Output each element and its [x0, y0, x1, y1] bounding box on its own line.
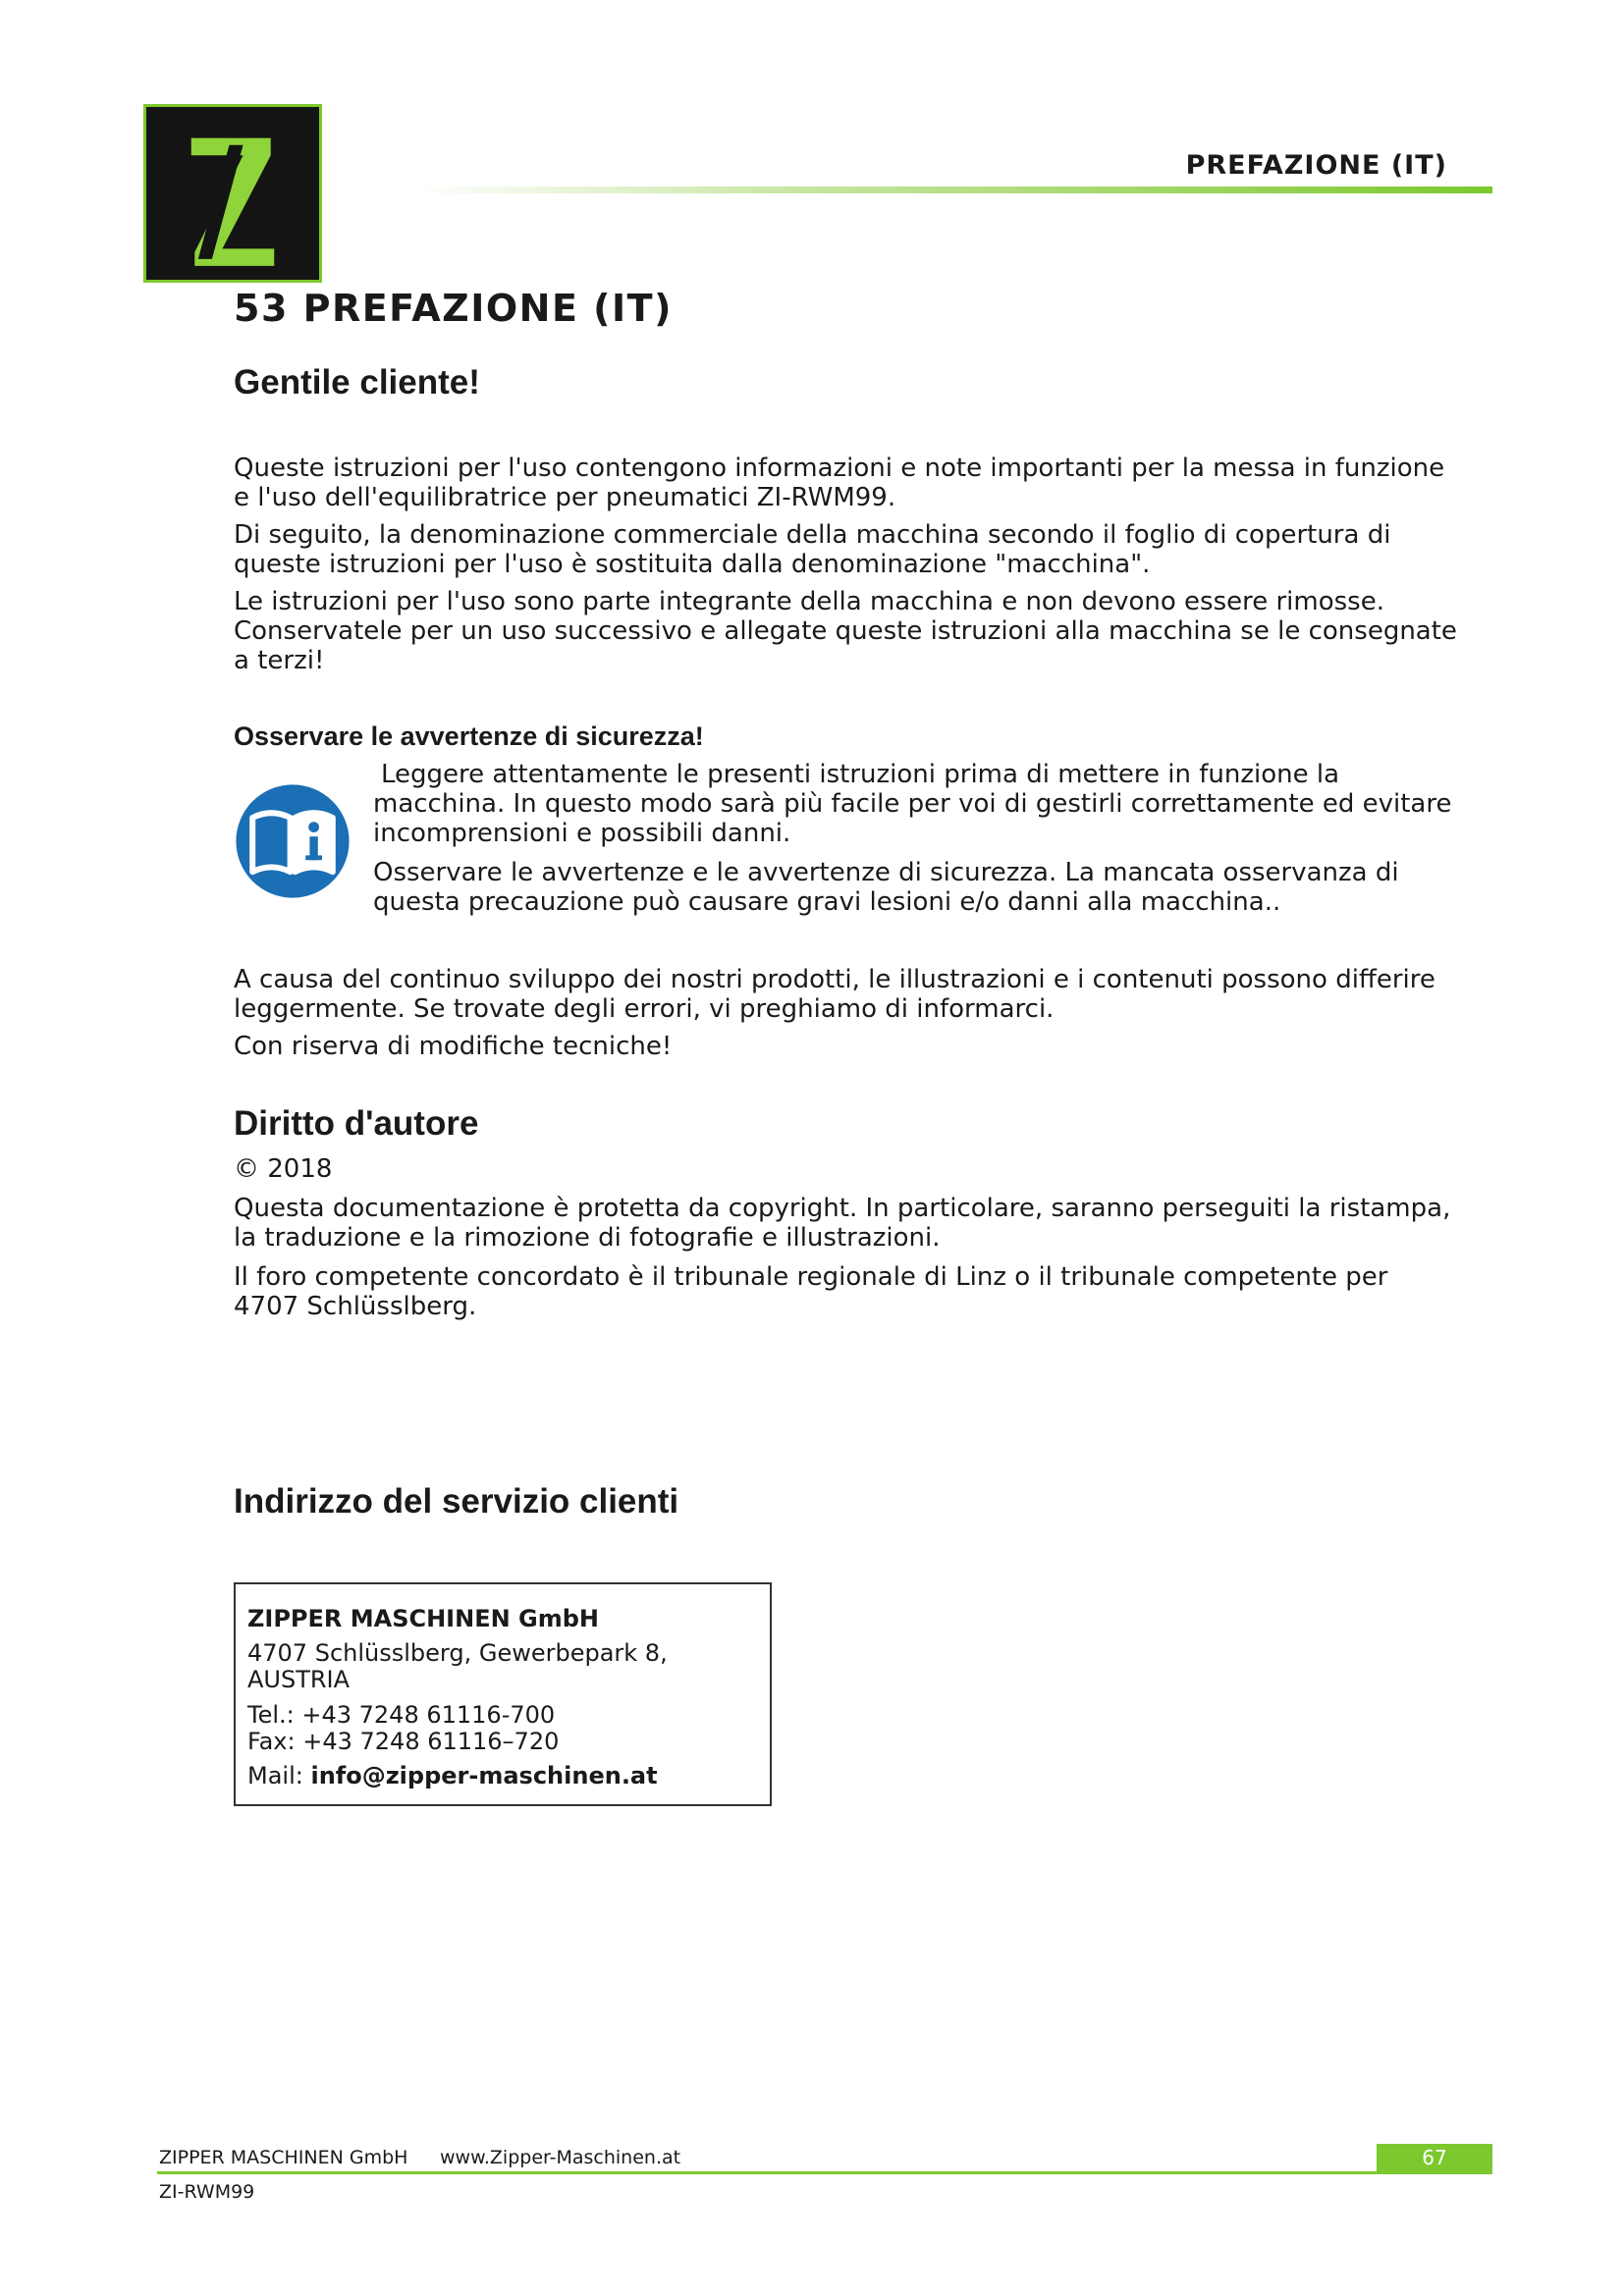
chapter-title: 53 PREFAZIONE (IT) [234, 287, 673, 330]
safety-paragraph-1: Leggere attentamente le presenti istruzioni prima di mettere in funzione la macchina. In questo modo sarà più facile per voi di gestirli correttamente ed evitare incomprensioni e possibili danni. [373, 760, 1452, 848]
footer-page-number: 67 [1377, 2144, 1492, 2171]
header-rule [412, 187, 1492, 193]
service-fax: Fax: +43 7248 61116–720 [247, 1728, 560, 1755]
intro-paragraph-1: Queste istruzioni per l'uso contengono informazioni e note importanti per la messa in funzione e l'uso dell'equilibratrice per pneumatici ZI-RWM99. [234, 454, 1445, 512]
z-logo-icon [146, 107, 319, 280]
copyright-heading: Diritto d'autore [234, 1104, 479, 1143]
service-address-box [234, 1582, 772, 1806]
footer-model: ZI-RWM99 [159, 2181, 255, 2203]
footer-company: ZIPPER MASCHINEN GmbH [159, 2147, 408, 2168]
footer-rule [157, 2171, 1492, 2174]
safety-heading: Osservare le avvertenze di sicurezza! [234, 721, 704, 751]
service-address: 4707 Schlüsslberg, Gewerbepark 8, AUSTRIA [247, 1639, 668, 1693]
intro-paragraph-2: Di seguito, la denominazione commerciale della macchina secondo il foglio di copertura di queste istruzioni per l'uso è sostituita dalla denominazione "macchina". [234, 520, 1391, 579]
copyright-paragraph-1: Questa documentazione è protetta da copyright. In particolare, saranno perseguiti la ristampa, la traduzione e la rimozione di fotografie e illustrazioni. [234, 1194, 1451, 1253]
changes-paragraph-1: A causa del continuo sviluppo dei nostri prodotti, le illustrazioni e i contenuti possono differire leggermente. Se trovate degli errori, vi preghiamo di informarci. [234, 965, 1435, 1024]
zipper-logo [143, 104, 322, 283]
service-mail-line: Mail: info@zipper-maschinen.at [247, 1762, 658, 1789]
footer-website[interactable]: www.Zipper-Maschinen.at [440, 2147, 681, 2168]
service-company: ZIPPER MASCHINEN GmbH [247, 1605, 600, 1632]
service-mail-link[interactable]: info@zipper-maschinen.at [310, 1762, 658, 1789]
copyright-paragraph-2: Il foro competente concordato è il tribunale regionale di Linz o il tribunale competente per 4707 Schlüsslberg. [234, 1262, 1388, 1321]
greeting-heading: Gentile cliente! [234, 363, 480, 401]
safety-paragraph-2: Osservare le avvertenze e le avvertenze di sicurezza. La mancata osservanza di questa precauzione può causare gravi lesioni e/o danni alla macchina.. [373, 858, 1399, 917]
service-tel: Tel.: +43 7248 61116-700 [247, 1701, 556, 1729]
intro-paragraph-3: Le istruzioni per l'uso sono parte integrante della macchina e non devono essere rimosse. Conservatele per un uso successivo e allegate queste istruzioni alla macchina se le consegnate a terzi! [234, 587, 1457, 675]
changes-paragraph-2: Con riserva di modifiche tecniche! [234, 1032, 673, 1061]
service-phone-fax [247, 1702, 559, 1755]
header-title: PREFAZIONE (IT) [1185, 150, 1447, 181]
copyright-year: © 2018 [234, 1154, 333, 1184]
read-manual-icon [234, 782, 352, 900]
service-heading: Indirizzo del servizio clienti [234, 1482, 679, 1521]
